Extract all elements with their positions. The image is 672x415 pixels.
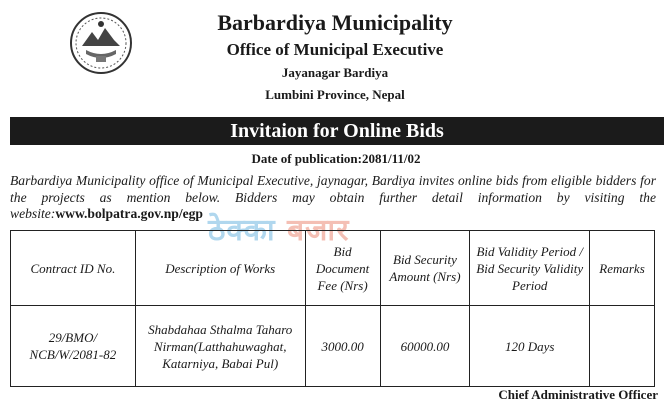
cell-contract-id: 29/BMO/ NCB/W/2081-82 [11,306,136,387]
municipality-emblem-icon [68,10,134,76]
watermark-part-1: ठेक्का [208,213,276,248]
header-doc-fee: Bid Document Fee (Nrs) [305,231,380,306]
notice-banner: Invitaion for Online Bids [10,117,664,145]
header-remarks: Remarks [590,231,655,306]
header-description: Description of Works [135,231,305,306]
cell-security: 60000.00 [380,306,470,387]
bids-table [10,230,655,387]
municipality-title: Barbardiya Municipality [217,10,453,35]
cell-remarks [590,306,655,387]
intro-text: Barbardiya Municipality office of Municipal Executive, jaynagar, Bardiya invites online bids from eligible bidders for the projects as mention below. Bidders may obtain further detail information by visiting the website: [10,173,656,221]
header-contract-id: Contract ID No. [11,231,136,306]
signatory: Chief Administrative Officer [498,387,658,402]
header-security: Bid Security Amount (Nrs) [380,231,470,306]
cell-description: Shabdahaa Sthalma Taharo Nirman(Latthahuwaghat, Katarniya, Babai Pul) [135,306,305,387]
cell-doc-fee: 3000.00 [305,306,380,387]
office-name: Office of Municipal Executive [226,40,444,59]
intro-paragraph [10,173,656,223]
cell-validity: 120 Days [470,306,590,387]
table-header-row [11,231,655,306]
letterhead [140,10,530,106]
header-validity: Bid Validity Period / Bid Security Validity Period [470,231,590,306]
table-row [11,306,655,387]
location-line-2: Lumbini Province, Nepal [265,87,405,102]
website-link[interactable]: www.bolpatra.gov.np/egp [55,206,203,221]
publication-date: Date of publication:2081/11/02 [251,151,421,166]
watermark-part-2: बजार [287,213,350,248]
location-line-1: Jayanagar Bardiya [281,65,389,80]
